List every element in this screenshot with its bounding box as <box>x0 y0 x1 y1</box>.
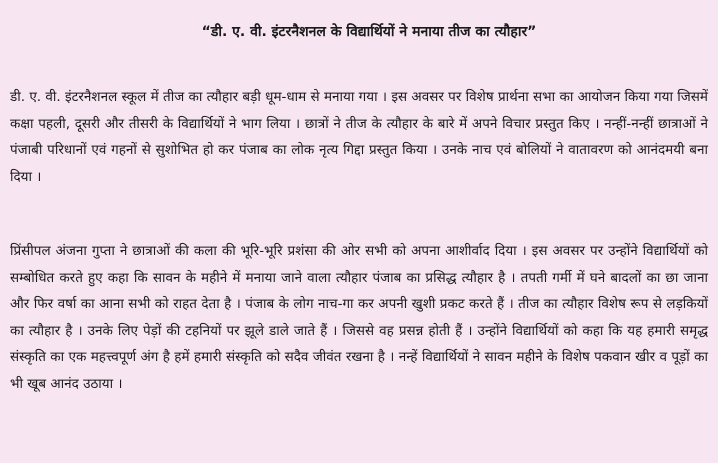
document-title: “डी. ए. वी. इंटरनैशनल के विद्यार्थियों ने मनाया तीज का त्यौहार” <box>201 24 537 40</box>
paragraph-1: डी. ए. वी. इंटरनैशनल स्कूल में तीज का त्यौहार बड़ी धूम-धाम से मनाया गया । इस अवसर पर विशेष प्रार्थना सभा का आयोजन किया गया जिसमें कक्षा पहली, दूसरी और तीसरी के विद्यार्थियों ने भाग लिया । छात्रों ने तीज के त्यौहार के बारे में अपने विचार प्रस्तुत किए । नन्हीं-नन्हीं छात्राओं ने पंजाबी परिधानों एवं गहनों से सुशोभित हो कर पंजाब का लोक नृत्य गिद्दा प्रस्तुत किया । उनके नाच एवं बोलियों ने वातावरण को आनंदमयी बना दिया । <box>10 89 708 185</box>
paragraph-2: प्रिंसीपल अंजना गुप्ता ने छात्राओं की कला की भूरि-भूरि प्रशंसा की ओर सभी को अपना आशीर्वाद दिया । इस अवसर पर उन्होंने विद्यार्थियों को सम्बोधित करते हुए कहा कि सावन के महीने में मनाया जाने वाला त्यौहार पंजाब का प्रसिद्ध त्यौहार है । तपती गर्मी में घने बादलों का छा जाना और फिर वर्षा का आना सभी को राहत देता है । पंजाब के लोग नाच-गा कर अपनी खुशी प्रकट करते हैं । तीज का त्यौहार विशेष रूप से लड़कियों का त्यौहार है । उनके लिए पेड़ों की टहनियों पर झूले डाले जाते हैं । जिससे वह प्रसन्न होती हैं । उन्होंने विद्यार्थियों को कहा कि यह हमारी समृद्ध संस्कृति का एक महत्त्वपूर्ण अंग है हमें हमारी संस्कृति को सदैव जीवंत रखना है । नन्हें विद्यार्थियों ने सावन महीने के विशेष पकवान खीर व पूड़ों का भी खूब आनंद उठाया । <box>10 243 708 392</box>
